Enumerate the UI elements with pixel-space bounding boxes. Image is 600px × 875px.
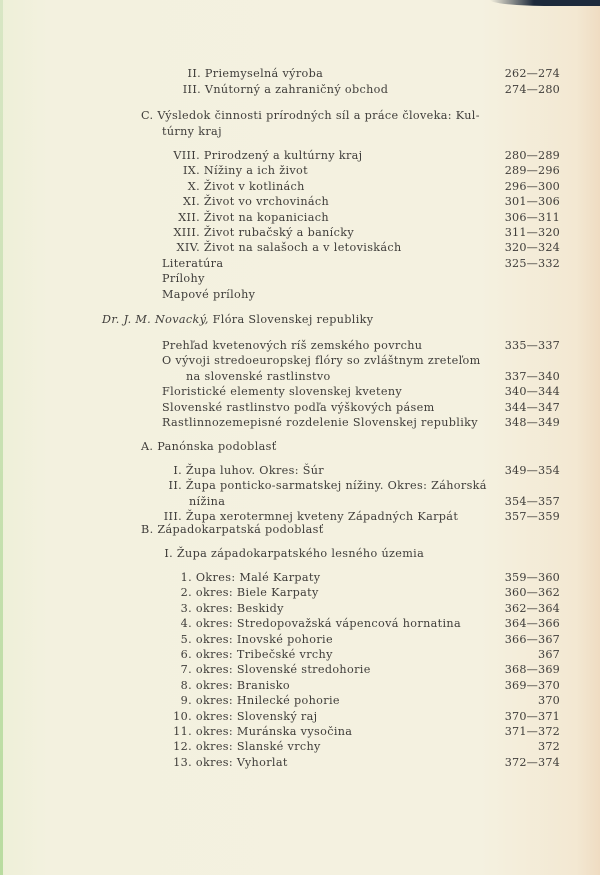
entry-number: VIII. xyxy=(173,149,200,162)
work-title: Flóra Slovenskej republiky xyxy=(212,313,374,326)
toc-entry xyxy=(172,756,288,770)
page-range: 274—280 xyxy=(504,83,560,96)
entry-number: XIV. xyxy=(176,241,200,255)
section-heading xyxy=(141,523,324,537)
entry-number: 3. xyxy=(180,601,192,615)
page-range: 360—362 xyxy=(504,586,560,600)
entry-title: Život na kopaniciach xyxy=(203,210,329,224)
toc-entry xyxy=(172,740,321,754)
section-title-cont: túrny kraj xyxy=(162,125,222,138)
entry-title: okres: Muránska vysočina xyxy=(195,725,353,738)
entry-title: Život na salašoch a v letoviskách xyxy=(203,241,402,255)
toc-entry xyxy=(172,648,333,662)
entry-number: 2. xyxy=(180,586,192,600)
entry-title: Prirodzený a kultúrny kraj xyxy=(203,149,363,162)
toc-entry-title: Mapové prílohy xyxy=(162,287,256,301)
section-title: Panónska podoblasť xyxy=(157,440,277,453)
entry-title: Župa ponticko-sarmatskej nížiny. Okres: Záhorská xyxy=(185,479,487,493)
entry-number: I. xyxy=(173,464,182,477)
page-range: 337—340 xyxy=(504,369,560,383)
toc-entry xyxy=(160,464,324,478)
toc-entry xyxy=(160,226,354,240)
toc-entry xyxy=(172,617,461,631)
entry-title: okres: Slovenské stredohorie xyxy=(195,663,371,677)
toc-entry xyxy=(160,479,487,493)
entry-title: okres: Hnilecké pohorie xyxy=(195,694,340,708)
page-range: 372—374 xyxy=(504,755,560,769)
page-range: 369—370 xyxy=(504,678,560,692)
toc-entry xyxy=(160,241,402,255)
toc-entry xyxy=(160,195,329,209)
page-range: 362—364 xyxy=(504,601,560,615)
toc-entry-title: Literatúra xyxy=(162,256,224,270)
entry-title: okres: Inovské pohorie xyxy=(195,632,333,646)
toc-entry-title-cont: na slovenské rastlinstvo xyxy=(186,369,331,383)
section-label: B. xyxy=(141,523,154,536)
page-range: 325—332 xyxy=(504,256,560,270)
entry-number: II. xyxy=(168,479,182,493)
toc-entry xyxy=(172,571,320,585)
author-heading xyxy=(102,313,373,327)
entry-number: 13. xyxy=(173,755,192,769)
entry-title: Vnútorný a zahraničný obchod xyxy=(204,83,389,96)
entry-number: 9. xyxy=(180,694,192,708)
section-label: A. xyxy=(141,440,154,453)
entry-title: Župa xerotermnej kveteny Západných Karpát xyxy=(185,510,459,524)
toc-entry xyxy=(160,149,363,163)
entry-title: Život rubačský a banícky xyxy=(203,226,355,239)
page-range: 340—344 xyxy=(504,385,560,399)
entry-title: okres: Tribečské vrchy xyxy=(195,648,333,661)
toc-entry-title: O vývoji stredoeuropskej flóry so zvláštnym zreteľom xyxy=(162,354,481,368)
author-name: Dr. J. M. Novacký, xyxy=(102,313,209,326)
toc-entry xyxy=(172,586,319,600)
toc-entry xyxy=(172,663,371,677)
entry-title: Priemyselná výroba xyxy=(204,67,324,80)
toc-entry xyxy=(172,694,340,708)
page-range: 368—369 xyxy=(504,663,560,677)
entry-number: XII. xyxy=(178,210,200,224)
page-range: 354—357 xyxy=(504,494,560,508)
entry-number: 8. xyxy=(180,678,192,692)
entry-title: Okres: Malé Karpaty xyxy=(195,571,321,584)
entry-title: okres: Slanské vrchy xyxy=(195,740,321,754)
page-range: 311—320 xyxy=(504,226,560,239)
toc-entry xyxy=(172,633,333,647)
page-range: 262—274 xyxy=(504,67,560,80)
toc-entry xyxy=(160,164,308,178)
toc-entry xyxy=(172,679,290,693)
page-range: 364—366 xyxy=(504,617,560,631)
entry-number: 11. xyxy=(173,725,192,738)
entry-number: XI. xyxy=(183,195,200,209)
page-range: 370—371 xyxy=(504,709,560,723)
entry-title: okres: Vyhorlat xyxy=(195,755,288,769)
page-edge xyxy=(0,0,3,875)
entry-title: Župa západokarpatského lesného územia xyxy=(176,547,425,560)
section-title: Západokarpatská podoblasť xyxy=(157,523,324,536)
page-range: 335—337 xyxy=(504,339,560,352)
entry-number: I. xyxy=(164,547,173,560)
page-range: 372 xyxy=(538,740,560,754)
subsection-heading xyxy=(163,547,424,561)
entry-number: 6. xyxy=(180,648,192,661)
entry-title: okres: Beskidy xyxy=(195,601,284,615)
toc-entry xyxy=(160,180,305,194)
section-heading xyxy=(141,440,277,454)
entry-number: 12. xyxy=(173,740,192,754)
toc-entry-title: Floristické elementy slovenskej kveteny xyxy=(162,385,403,399)
toc-entry xyxy=(172,602,284,616)
page-range: 289—296 xyxy=(504,164,560,178)
page-range: 366—367 xyxy=(504,632,560,646)
page-range: 348—349 xyxy=(504,416,560,429)
entry-title: okres: Branisko xyxy=(195,678,290,692)
toc-entry xyxy=(163,83,388,97)
toc-entry-title: Rastlinnozemepisné rozdelenie Slovenskej republiky xyxy=(162,416,478,429)
entry-title: okres: Biele Karpaty xyxy=(195,586,319,600)
toc-entry xyxy=(172,710,317,724)
page-corner-shadow xyxy=(490,0,600,6)
entry-number: X. xyxy=(187,179,200,193)
entry-title: Život v kotlinách xyxy=(203,179,305,193)
page-range: 359—360 xyxy=(504,571,560,584)
entry-number: III. xyxy=(182,83,201,96)
toc-entry xyxy=(163,67,323,81)
toc-entry-title-cont: nížina xyxy=(189,494,226,508)
page-range: 306—311 xyxy=(504,210,560,224)
page-range: 357—359 xyxy=(504,510,560,524)
entry-number: 1. xyxy=(180,571,192,584)
section-title: Výsledok činnosti prírodných síl a práce človeka: Kul- xyxy=(157,109,480,122)
entry-number: 7. xyxy=(180,663,192,677)
page-range: 280—289 xyxy=(504,149,560,162)
toc-entry-title: Slovenské rastlinstvo podľa výškových pásem xyxy=(162,400,435,414)
entry-title: okres: Slovenský raj xyxy=(195,709,318,723)
entry-title: Život vo vrchovinách xyxy=(203,195,330,209)
entry-title: Župa luhov. Okres: Šúr xyxy=(185,464,325,477)
entry-title: Nížiny a ich život xyxy=(203,164,308,178)
page-range: 344—347 xyxy=(504,400,560,414)
toc-entry xyxy=(172,725,352,739)
entry-number: II. xyxy=(187,67,201,80)
page-range: 320—324 xyxy=(504,241,560,255)
page-range: 349—354 xyxy=(504,464,560,477)
entry-number: 5. xyxy=(180,632,192,646)
page-range: 371—372 xyxy=(504,725,560,738)
toc-entry-title: Prehľad kvetenových ríš zemského povrchu xyxy=(162,339,423,352)
toc-entry xyxy=(160,211,329,225)
section-heading xyxy=(141,109,480,123)
entry-number: 10. xyxy=(173,709,192,723)
section-label: C. xyxy=(141,109,154,122)
page-range: 367 xyxy=(538,648,560,661)
entry-number: III. xyxy=(163,510,182,524)
page-range: 370 xyxy=(538,694,560,708)
page-range: 301—306 xyxy=(504,195,560,209)
entry-title: okres: Stredopovažská vápencová hornatina xyxy=(195,617,461,631)
toc-entry-title: Prílohy xyxy=(162,272,205,286)
entry-number: IX. xyxy=(183,164,200,178)
entry-number: 4. xyxy=(180,617,192,631)
entry-number: XIII. xyxy=(173,226,200,239)
page-range: 296—300 xyxy=(504,179,560,193)
